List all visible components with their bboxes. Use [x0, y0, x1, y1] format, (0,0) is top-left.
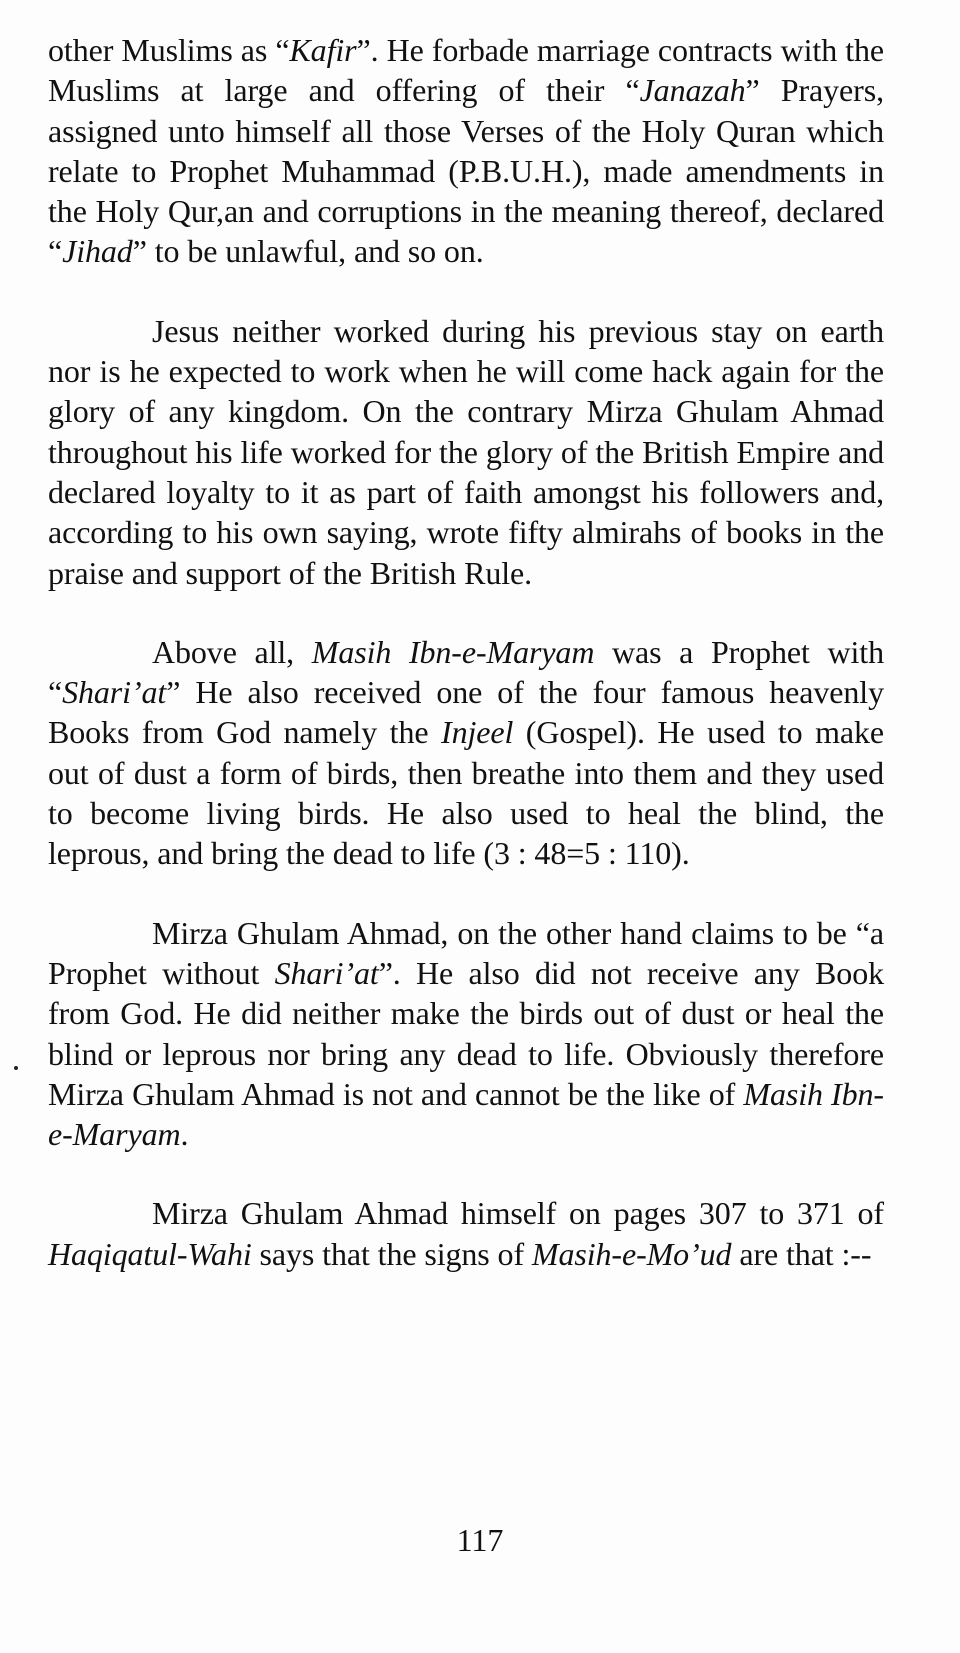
paragraph: [48, 632, 884, 874]
text-run: ”. He also did not receive any Book from God. He did neither make the birds out of dust or heal the blind or leprous nor bring any dead to life. Obviously therefore Mirza Ghulam Ahmad is not and cannot be the like of: [48, 954, 884, 1112]
italic-term: Masih-e-Mo’ud: [531, 1235, 732, 1272]
text-run: Mirza Ghulam Ahmad himself on pages 307 to 371 of: [152, 1195, 884, 1232]
text-run: Jesus neither worked during his previous stay on earth nor is he expected to work when he will come hack again for the glory of any kingdom. On the contrary Mirza Ghulam Ahmad throughout his life worked for the glory of the British Empire and declared loyalty to it as part of faith amongst his followers and, according to his own saying, wrote fifty almirahs of books in the praise and support of the British Rule.: [48, 312, 884, 591]
text-run: other Muslims as “: [48, 32, 290, 68]
text-run: (Gospel). He used to make out of dust a form of birds, then breathe into them and they used to become living birds. He also used to heal the blind, the leprous, and bring the dead to life (3 : 48=5 : 110).: [48, 714, 885, 872]
page-number: 117: [456, 1522, 504, 1558]
italic-term: Shari’at: [62, 674, 167, 711]
text-run: Above all,: [152, 633, 312, 670]
italic-term: Kafir: [289, 32, 357, 68]
text-run: ” Prayers, assigned unto himself all those Verses of the Holy Quran which relate to Prophet Muhammad (P.B.U.H.), made amendments in the Holy Qur,an and corruptions in the meaning thereof, declared “: [48, 72, 884, 270]
paragraph: [48, 30, 884, 272]
margin-dot: [14, 1066, 18, 1070]
body-text: [48, 30, 884, 1274]
italic-term: Masih Ibn-e-Maryam: [311, 633, 595, 670]
text-run: Mirza Ghulam Ahmad, on the other hand claims to be “a Prophet without: [48, 914, 884, 991]
paragraph: [48, 913, 884, 1155]
text-run: was a Prophet with “: [48, 633, 884, 711]
italic-term: Masih Ibn-e-Maryam: [48, 1075, 884, 1153]
text-run: are that :--: [731, 1235, 872, 1272]
italic-term: Shari’at: [274, 954, 379, 991]
text-run: ”. He forbade marriage contracts with the Muslims at large and offering of their “: [48, 32, 884, 109]
italic-term: Injeel: [441, 714, 514, 751]
text-run: ” to be unlawful, and so on.: [132, 233, 484, 270]
paragraph: [48, 1193, 884, 1274]
paragraph: [48, 311, 884, 593]
text-run: .: [180, 1116, 189, 1153]
italic-term: Haqiqatul-Wahi: [48, 1235, 252, 1272]
italic-term: Janazah: [639, 72, 746, 109]
text-run: ” He also received one of the four famous heavenly Books from God namely the: [48, 674, 884, 751]
text-run: says that the signs of: [251, 1235, 532, 1272]
italic-term: Jihad: [62, 233, 133, 270]
